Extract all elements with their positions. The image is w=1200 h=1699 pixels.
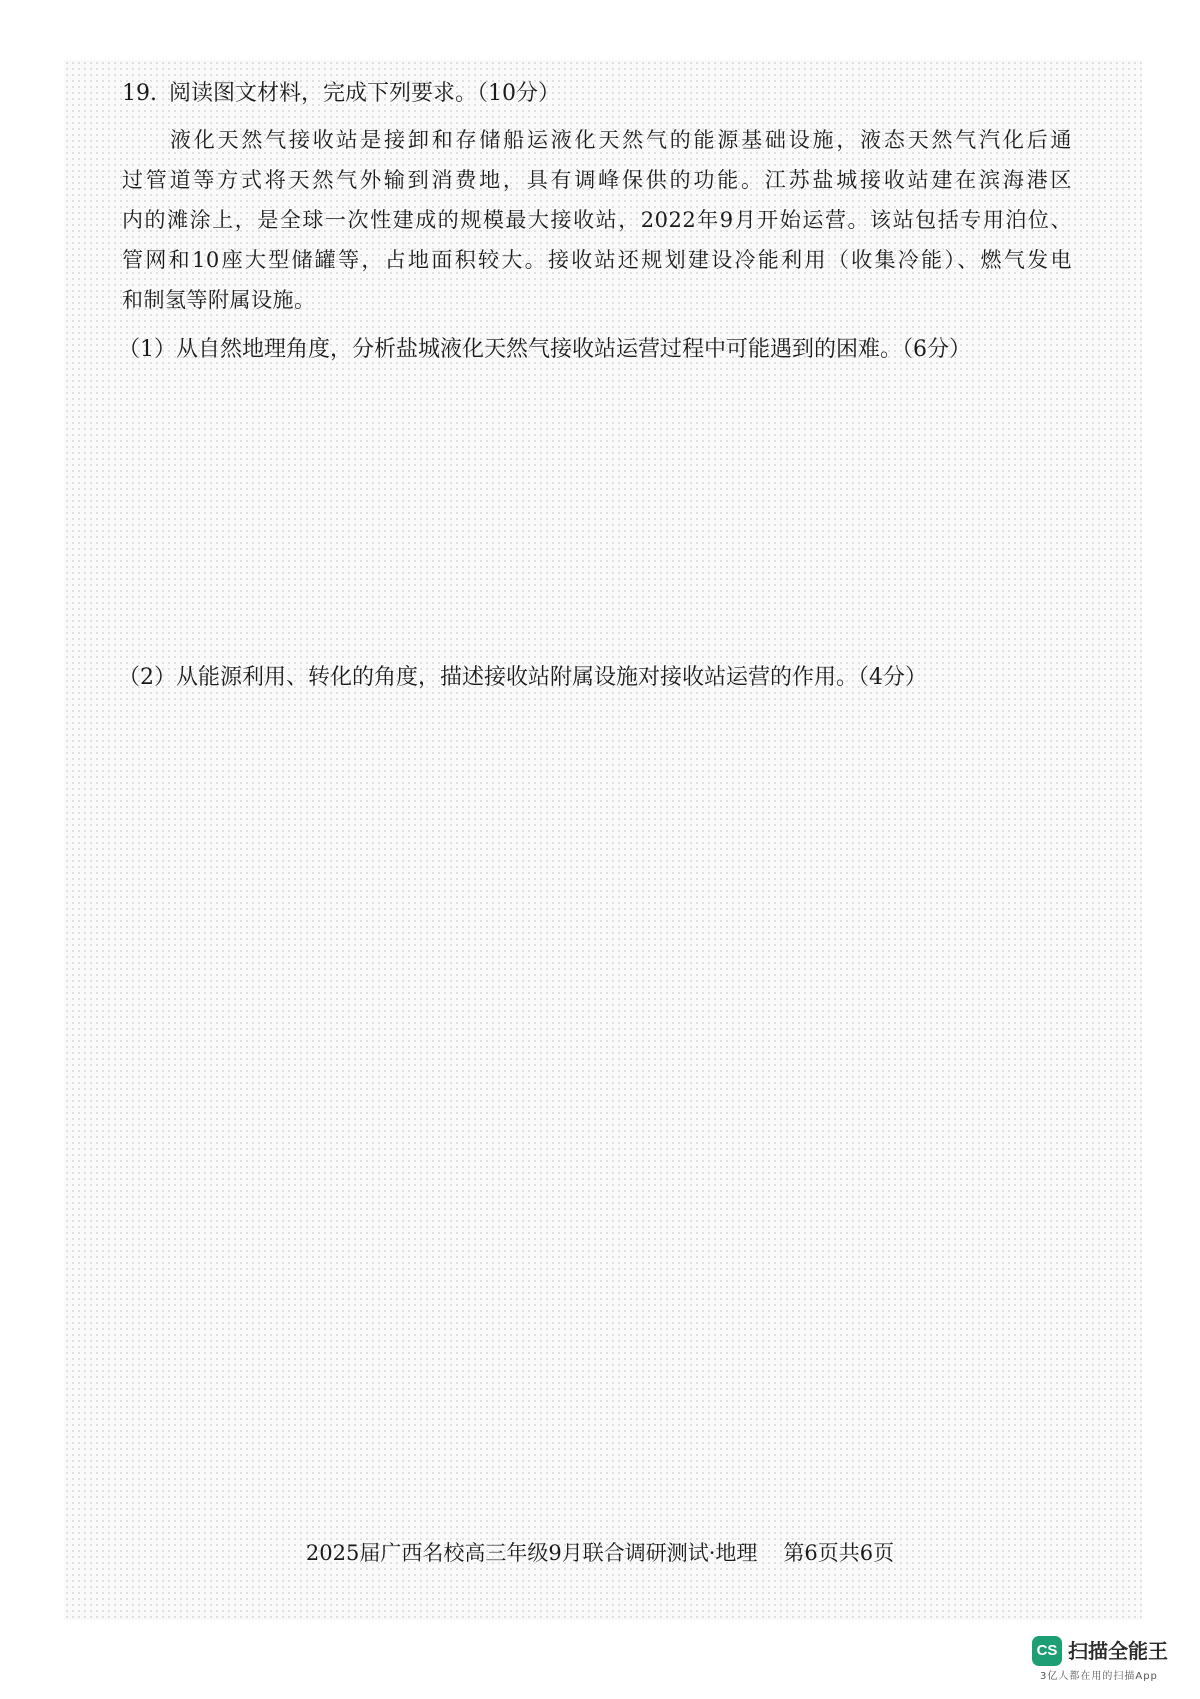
material-passage xyxy=(122,120,1072,320)
question-title: 阅读图文材料，完成下列要求。（10分） xyxy=(169,81,560,106)
scanner-slogan: 3亿人都在用的扫描App xyxy=(1040,1671,1158,1682)
passage-line: 和制氢等附属设施。 xyxy=(122,288,316,312)
answer-area-1[interactable] xyxy=(122,380,1072,640)
scanner-app-name: 扫描全能王 xyxy=(1068,1639,1168,1663)
subquestion-1: （1）从自然地理角度，分析盐城液化天然气接收站运营过程中可能遇到的困难。（6分） xyxy=(118,337,971,362)
subquestion-2: （2）从能源利用、转化的角度，描述接收站附属设施对接收站运营的作用。（4分） xyxy=(118,665,927,690)
camscanner-logo-icon: CS xyxy=(1032,1636,1062,1666)
question-header xyxy=(122,78,560,110)
page-number: 第6页共6页 xyxy=(783,1541,895,1565)
scanner-watermark xyxy=(1032,1634,1182,1690)
passage-line: 液化天然气接收站是接卸和存储船运液化天然气的能源基础设施，液态天然气汽化后通 xyxy=(170,128,1072,152)
page-footer xyxy=(0,1538,1200,1568)
exam-name: 2025届广西名校高三年级9月联合调研测试·地理 xyxy=(305,1541,758,1565)
passage-line: 管网和10座大型储罐等，占地面积较大。接收站还规划建设冷能利用（收集冷能）、燃气发电 xyxy=(122,248,1072,272)
answer-area-2[interactable] xyxy=(122,710,1072,1490)
passage-line: 过管道等方式将天然气外输到消费地，具有调峰保供的功能。江苏盐城接收站建在滨海港区 xyxy=(122,168,1072,192)
question-number: 19. xyxy=(122,81,157,106)
passage-line: 内的滩涂上，是全球一次性建成的规模最大接收站，2022年9月开始运营。该站包括专用泊位、 xyxy=(122,208,1072,232)
